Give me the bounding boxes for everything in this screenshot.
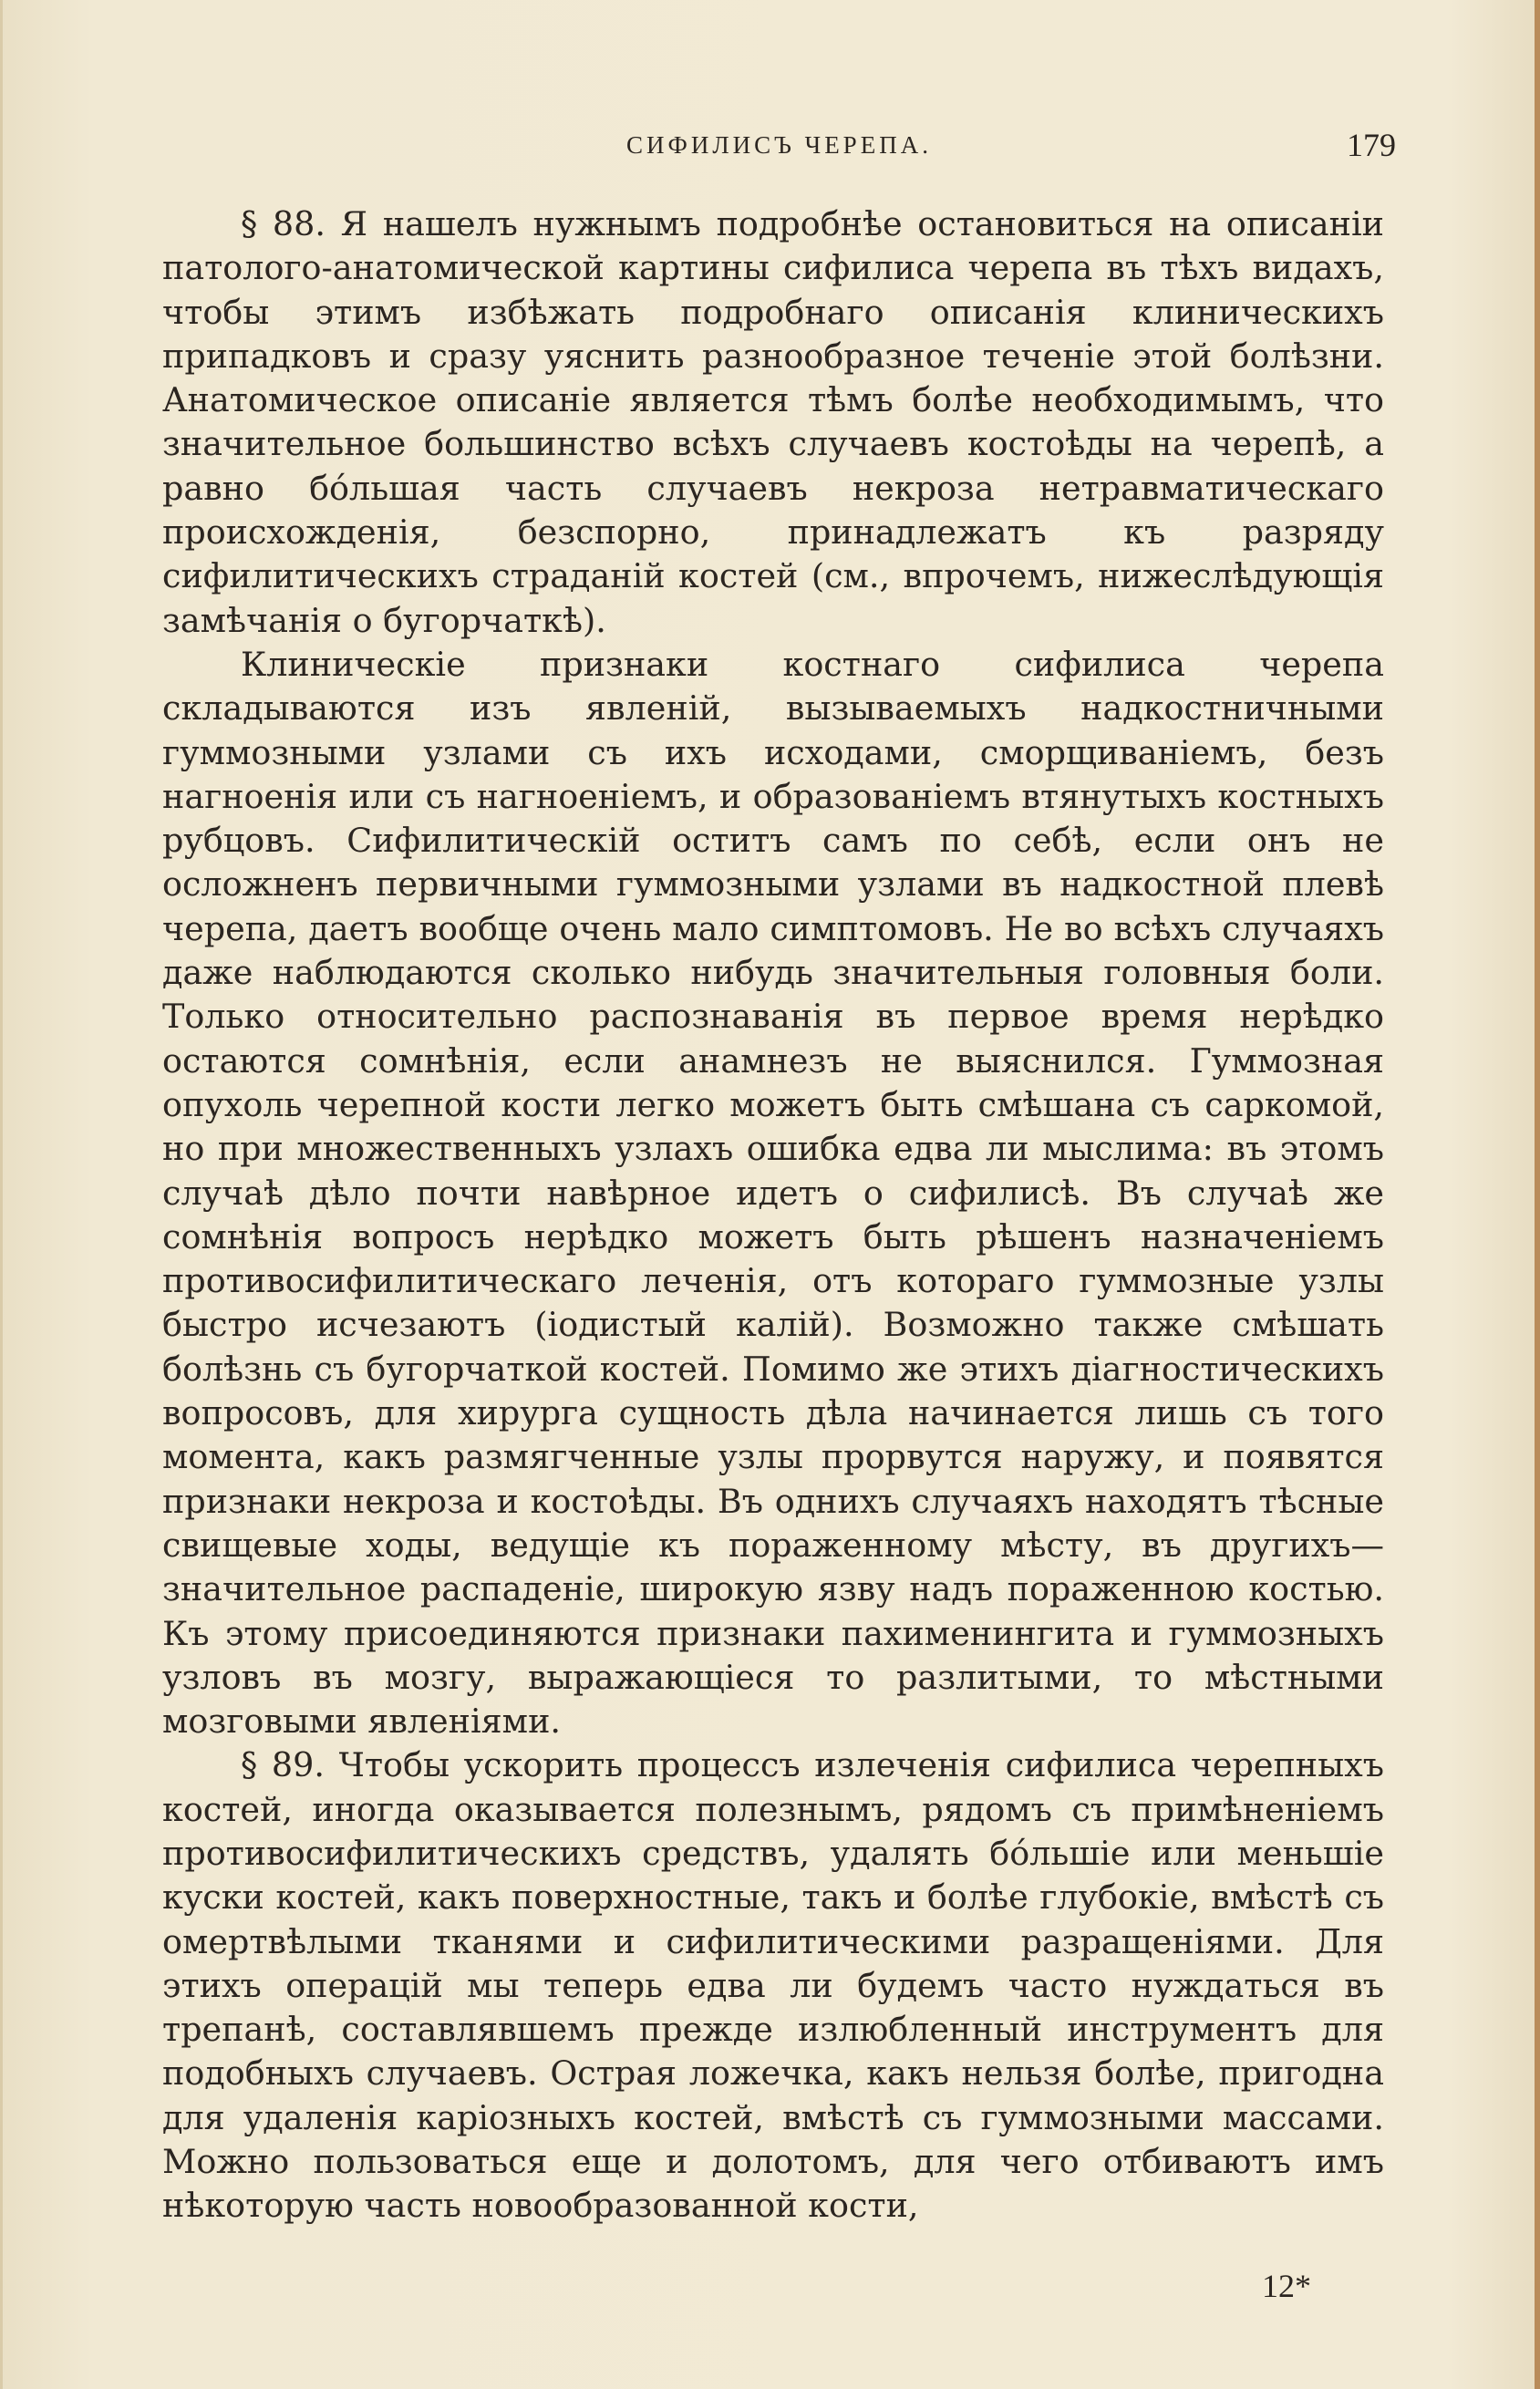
running-title: СИФИЛИСЪ ЧЕРЕПА.: [626, 131, 932, 159]
page-right-edge: [1535, 0, 1540, 2389]
body-text: [162, 202, 1384, 2229]
page-left-edge: [0, 0, 3, 2389]
running-head: [162, 126, 1396, 170]
signature-mark: 12*: [1262, 2268, 1311, 2304]
page-number: 179: [1347, 127, 1396, 163]
paragraph-section-89: § 89. Чтобы ускорить процессъ излеченія сифилиса черепныхъ костей, иногда оказывается полезнымъ, рядомъ съ примѣненіемъ противосифилитическихъ средствъ, удалять бóльшіе или меньшіе куски костей, какъ поверхностные, такъ и болѣе глубокіе, вмѣстѣ съ омертвѣлыми тканями и сифилитическими разращеніями. Для этихъ операцій мы теперь едва ли будемъ часто нуждаться въ трепанѣ, составлявшемъ прежде излюбленный инструментъ для подобныхъ случаевъ. Острая ложечка, какъ нельзя болѣе, пригодна для удаленія каріозныхъ костей, вмѣстѣ съ гуммозными массами. Можно пользоваться еще и долотомъ, для чего отбиваютъ имъ нѣкоторую часть новообразованной кости,: [162, 1745, 1384, 2226]
paragraph-section-88: § 88. Я нашелъ нужнымъ подробнѣе остановиться на описанiи патолого-анатомической картины сифилиса черепа въ тѣхъ видахъ, чтобы этимъ избѣжать подробнаго описанія клиническихъ припадковъ и сразу уяснить разнообразное теченіе этой болѣзни. Анатомическое описаніе является тѣмъ болѣе необходимымъ, что значительное большинство всѣхъ случаевъ костоѣды на черепѣ, а равно бóльшая часть случаевъ некроза нетравматическаго происхожденія, безспорно, принадлежатъ къ разряду сифилитическихъ страданій костей (см., впрочемъ, нижеслѣдующія замѣчанія о бугорчаткѣ).: [162, 204, 1384, 640]
paragraph-clinical-signs: Клиническіе признаки костнаго сифилиса черепа складываются изъ явленій, вызываемыхъ надкостничными гуммозными узлами съ ихъ исходами, сморщиваніемъ, безъ нагноенія или съ нагноеніемъ, и образованіемъ втянутыхъ костныхъ рубцовъ. Сифилитическій оститъ самъ по себѣ, если онъ не осложненъ первичными гуммозными узлами въ надкостной плевѣ черепа, даетъ вообще очень мало симптомовъ. Не во всѣхъ случаяхъ даже наблюдаются сколько нибудь значительныя головныя боли. Только относительно распознаванія въ первое время нерѣдко остаются сомнѣнія, если анамнезъ не выяснился. Гуммозная опухоль черепной кости легко можетъ быть смѣшана съ саркомой, но при множественныхъ узлахъ ошибка едва ли мыслима: въ этомъ случаѣ дѣло почти навѣрное идетъ о сифилисѣ. Въ случаѣ же сомнѣнія вопросъ нерѣдко можетъ быть рѣшенъ назначеніемъ противосифилитическаго леченія, отъ котораго гуммозные узлы быстро исчезаютъ (іодистый калій). Возможно также смѣшать болѣзнь съ бугорчаткой костей. Помимо же этихъ діагностическихъ вопросовъ, для хирурга сущность дѣла начинается лишь съ того момента, какъ размягченные узлы прорвутся наружу, и появятся признаки некроза и костоѣды. Въ однихъ случаяхъ находятъ тѣсные свищевые ходы, ведущіе къ пораженному мѣсту, въ другихъ—значительное распаденіе, широкую язву надъ пораженною костью. Къ этому присоединяются признаки пахименингита и гуммозныхъ узловъ въ мозгу, выражающіеся то разлитыми, то мѣстными мозговыми явленіями.: [162, 644, 1384, 1742]
